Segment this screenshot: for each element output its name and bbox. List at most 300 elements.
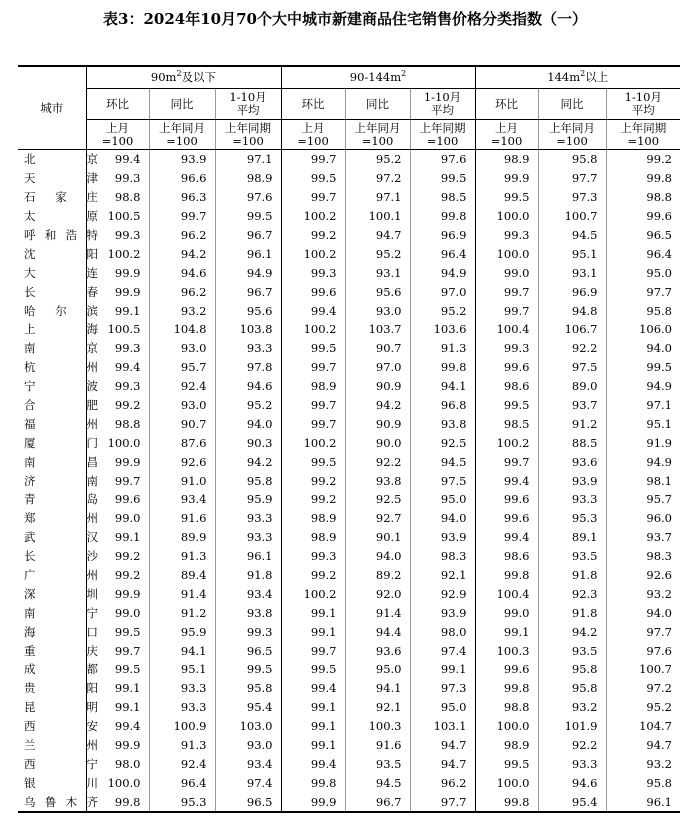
index-value-cell: 94.2 [345, 396, 410, 415]
index-value-cell: 91.6 [149, 509, 215, 528]
index-value-cell: 103.0 [215, 717, 281, 736]
index-value-cell: 94.1 [149, 641, 215, 660]
index-value-cell: 93.1 [538, 263, 606, 282]
index-value-cell: 99.6 [86, 490, 149, 509]
city-cell: 北京 [18, 150, 86, 169]
index-value-cell: 91.0 [149, 471, 215, 490]
index-value-cell: 99.8 [86, 792, 149, 812]
index-value-cell: 95.1 [606, 414, 680, 433]
index-value-cell: 100.7 [538, 207, 606, 226]
index-value-cell: 99.8 [475, 566, 538, 585]
index-value-cell: 100.0 [475, 207, 538, 226]
index-value-cell: 99.1 [86, 698, 149, 717]
index-value-cell: 93.0 [149, 339, 215, 358]
index-value-cell: 100.0 [475, 773, 538, 792]
table-row [18, 339, 680, 358]
index-value-cell: 99.4 [281, 679, 345, 698]
index-value-cell: 90.9 [345, 377, 410, 396]
index-value-cell: 97.6 [215, 188, 281, 207]
city-cell: 天津 [18, 169, 86, 188]
index-value-cell: 91.4 [345, 603, 410, 622]
index-value-cell: 99.7 [281, 150, 345, 169]
index-value-cell: 99.7 [475, 301, 538, 320]
index-value-cell: 91.3 [410, 339, 475, 358]
table-row [18, 377, 680, 396]
index-value-cell: 98.6 [475, 377, 538, 396]
index-value-cell: 99.9 [475, 169, 538, 188]
index-value-cell: 99.3 [281, 263, 345, 282]
index-value-cell: 91.2 [538, 414, 606, 433]
index-value-cell: 94.2 [215, 452, 281, 471]
index-value-cell: 99.5 [606, 358, 680, 377]
index-value-cell: 92.5 [345, 490, 410, 509]
index-value-cell: 91.3 [149, 547, 215, 566]
index-value-cell: 94.5 [538, 226, 606, 245]
table-row [18, 150, 680, 169]
index-value-cell: 91.9 [606, 433, 680, 452]
index-value-cell: 90.7 [149, 414, 215, 433]
index-value-cell: 91.8 [538, 566, 606, 585]
index-value-cell: 93.9 [149, 150, 215, 169]
index-value-cell: 97.7 [538, 169, 606, 188]
city-cell: 长春 [18, 282, 86, 301]
index-value-cell: 99.7 [475, 282, 538, 301]
index-value-cell: 93.5 [345, 755, 410, 774]
index-value-cell: 97.2 [606, 679, 680, 698]
table-row [18, 736, 680, 755]
index-value-cell: 99.9 [86, 452, 149, 471]
index-value-cell: 100.5 [86, 320, 149, 339]
table-row [18, 547, 680, 566]
index-value-cell: 90.1 [345, 528, 410, 547]
index-value-cell: 104.7 [606, 717, 680, 736]
city-cell: 大连 [18, 263, 86, 282]
city-cell: 哈尔滨 [18, 301, 86, 320]
index-value-cell: 92.1 [345, 698, 410, 717]
index-value-cell: 93.4 [149, 490, 215, 509]
city-cell: 西宁 [18, 755, 86, 774]
yoy-header: 同比 [149, 89, 215, 120]
index-value-cell: 99.2 [281, 490, 345, 509]
index-value-cell: 93.8 [215, 603, 281, 622]
index-value-cell: 94.5 [410, 452, 475, 471]
index-value-cell: 103.1 [410, 717, 475, 736]
index-value-cell: 99.5 [475, 396, 538, 415]
index-value-cell: 94.9 [410, 263, 475, 282]
index-value-cell: 98.9 [281, 509, 345, 528]
index-value-cell: 99.5 [86, 622, 149, 641]
city-cell: 济南 [18, 471, 86, 490]
index-value-cell: 93.6 [345, 641, 410, 660]
index-value-cell: 99.5 [281, 660, 345, 679]
index-value-cell: 96.9 [538, 282, 606, 301]
city-cell: 成都 [18, 660, 86, 679]
table-row [18, 433, 680, 452]
index-value-cell: 93.1 [345, 263, 410, 282]
index-value-cell: 92.4 [149, 377, 215, 396]
index-value-cell: 100.0 [86, 433, 149, 452]
index-value-cell: 98.6 [475, 547, 538, 566]
index-value-cell: 92.2 [345, 452, 410, 471]
yoy-header: 同比 [538, 89, 606, 120]
index-value-cell: 99.8 [410, 358, 475, 377]
index-value-cell: 94.2 [538, 622, 606, 641]
index-value-cell: 99.5 [215, 207, 281, 226]
index-value-cell: 98.0 [410, 622, 475, 641]
index-value-cell: 96.6 [149, 169, 215, 188]
index-value-cell: 96.4 [606, 244, 680, 263]
index-value-cell: 99.1 [475, 622, 538, 641]
index-value-cell: 99.6 [475, 358, 538, 377]
index-value-cell: 95.0 [606, 263, 680, 282]
avg-header: 1-10月 平均 [410, 89, 475, 120]
index-value-cell: 95.8 [215, 471, 281, 490]
index-value-cell: 100.3 [475, 641, 538, 660]
city-cell: 石家庄 [18, 188, 86, 207]
index-value-cell: 99.2 [281, 566, 345, 585]
index-value-cell: 99.9 [86, 282, 149, 301]
index-value-cell: 99.5 [281, 452, 345, 471]
index-value-cell: 99.1 [86, 301, 149, 320]
index-value-cell: 93.3 [215, 509, 281, 528]
index-value-cell: 90.0 [345, 433, 410, 452]
index-value-cell: 94.1 [410, 377, 475, 396]
index-value-cell: 90.7 [345, 339, 410, 358]
index-value-cell: 99.0 [86, 603, 149, 622]
index-value-cell: 99.7 [281, 188, 345, 207]
index-value-cell: 95.8 [606, 301, 680, 320]
index-value-cell: 100.2 [281, 433, 345, 452]
table-row [18, 244, 680, 263]
index-value-cell: 96.2 [149, 282, 215, 301]
table-row [18, 207, 680, 226]
index-value-cell: 95.2 [215, 396, 281, 415]
index-value-cell: 95.4 [215, 698, 281, 717]
index-value-cell: 98.9 [475, 150, 538, 169]
index-value-cell: 98.8 [475, 698, 538, 717]
city-column-header: 城市 [18, 66, 86, 150]
index-value-cell: 99.4 [86, 717, 149, 736]
index-value-cell: 99.4 [281, 301, 345, 320]
table-row [18, 490, 680, 509]
index-value-cell: 91.2 [149, 603, 215, 622]
index-value-cell: 99.3 [215, 622, 281, 641]
yoy-base: 上年同月 =100 [345, 120, 410, 150]
index-value-cell: 98.9 [281, 528, 345, 547]
index-value-cell: 100.2 [281, 244, 345, 263]
index-value-cell: 97.3 [538, 188, 606, 207]
index-value-cell: 95.8 [538, 679, 606, 698]
index-value-cell: 93.0 [149, 396, 215, 415]
table-row [18, 509, 680, 528]
index-value-cell: 100.2 [281, 584, 345, 603]
city-cell: 兰州 [18, 736, 86, 755]
index-value-cell: 100.7 [606, 660, 680, 679]
index-value-cell: 100.2 [281, 207, 345, 226]
index-value-cell: 89.2 [345, 566, 410, 585]
index-value-cell: 94.0 [215, 414, 281, 433]
index-value-cell: 99.1 [410, 660, 475, 679]
index-value-cell: 91.8 [538, 603, 606, 622]
index-value-cell: 99.4 [475, 528, 538, 547]
index-value-cell: 98.9 [281, 377, 345, 396]
index-value-cell: 99.7 [281, 414, 345, 433]
index-value-cell: 96.8 [410, 396, 475, 415]
index-value-cell: 95.1 [538, 244, 606, 263]
index-value-cell: 99.5 [475, 188, 538, 207]
index-value-cell: 89.1 [538, 528, 606, 547]
index-value-cell: 91.4 [149, 584, 215, 603]
index-value-cell: 99.3 [86, 226, 149, 245]
avg-header: 1-10月 平均 [215, 89, 281, 120]
index-value-cell: 97.1 [606, 396, 680, 415]
index-value-cell: 99.6 [475, 660, 538, 679]
city-cell: 乌鲁木齐 [18, 792, 86, 812]
index-value-cell: 92.5 [410, 433, 475, 452]
index-value-cell: 95.0 [345, 660, 410, 679]
city-cell: 合肥 [18, 396, 86, 415]
table-row [18, 792, 680, 812]
index-value-cell: 99.7 [86, 641, 149, 660]
city-cell: 呼和浩特 [18, 226, 86, 245]
index-value-cell: 93.0 [215, 736, 281, 755]
index-value-cell: 98.5 [410, 188, 475, 207]
table-row [18, 566, 680, 585]
index-value-cell: 93.9 [410, 528, 475, 547]
index-value-cell: 103.6 [410, 320, 475, 339]
index-value-cell: 98.9 [475, 736, 538, 755]
index-value-cell: 94.9 [606, 377, 680, 396]
city-cell: 南昌 [18, 452, 86, 471]
index-value-cell: 95.2 [606, 698, 680, 717]
index-value-cell: 93.2 [606, 584, 680, 603]
index-value-cell: 100.3 [345, 717, 410, 736]
table-row [18, 452, 680, 471]
index-value-cell: 100.1 [345, 207, 410, 226]
city-cell: 沈阳 [18, 244, 86, 263]
group-header-144: $144m^2$以上 [475, 66, 680, 89]
index-value-cell: 94.4 [345, 622, 410, 641]
index-value-cell: 100.9 [149, 717, 215, 736]
index-value-cell: 99.0 [475, 263, 538, 282]
table-row [18, 622, 680, 641]
index-value-cell: 97.6 [410, 150, 475, 169]
index-value-cell: 99.1 [281, 717, 345, 736]
index-value-cell: 99.4 [86, 150, 149, 169]
index-value-cell: 95.3 [538, 509, 606, 528]
index-value-cell: 99.1 [281, 603, 345, 622]
index-value-cell: 96.3 [149, 188, 215, 207]
index-value-cell: 93.5 [538, 641, 606, 660]
table-row [18, 528, 680, 547]
index-value-cell: 94.0 [606, 339, 680, 358]
index-value-cell: 93.5 [538, 547, 606, 566]
index-value-cell: 96.1 [606, 792, 680, 812]
mom-base: 上月 =100 [281, 120, 345, 150]
index-value-cell: 93.3 [538, 490, 606, 509]
index-value-cell: 95.8 [538, 660, 606, 679]
city-cell: 贵阳 [18, 679, 86, 698]
index-value-cell: 99.8 [281, 773, 345, 792]
index-value-cell: 90.3 [215, 433, 281, 452]
index-value-cell: 96.4 [149, 773, 215, 792]
index-value-cell: 99.6 [606, 207, 680, 226]
index-value-cell: 93.3 [215, 339, 281, 358]
index-value-cell: 99.1 [86, 528, 149, 547]
index-value-cell: 95.8 [215, 679, 281, 698]
table-row [18, 773, 680, 792]
index-value-cell: 99.9 [86, 263, 149, 282]
index-value-cell: 98.1 [606, 471, 680, 490]
table-row [18, 263, 680, 282]
index-value-cell: 99.7 [149, 207, 215, 226]
table-row [18, 603, 680, 622]
index-value-cell: 100.2 [475, 433, 538, 452]
index-value-cell: 103.8 [215, 320, 281, 339]
index-value-cell: 94.7 [410, 736, 475, 755]
table-body [18, 150, 680, 813]
index-value-cell: 95.8 [606, 773, 680, 792]
mom-header: 环比 [281, 89, 345, 120]
index-value-cell: 87.6 [149, 433, 215, 452]
index-value-cell: 99.5 [86, 660, 149, 679]
index-value-cell: 100.4 [475, 320, 538, 339]
index-value-cell: 94.9 [215, 263, 281, 282]
index-value-cell: 101.9 [538, 717, 606, 736]
table-row [18, 169, 680, 188]
index-value-cell: 93.7 [606, 528, 680, 547]
index-value-cell: 99.1 [281, 736, 345, 755]
index-value-cell: 99.7 [281, 641, 345, 660]
index-value-cell: 95.4 [538, 792, 606, 812]
index-value-cell: 95.0 [410, 698, 475, 717]
index-value-cell: 98.8 [606, 188, 680, 207]
index-value-cell: 92.6 [149, 452, 215, 471]
index-value-cell: 99.0 [86, 509, 149, 528]
mom-header: 环比 [86, 89, 149, 120]
index-value-cell: 96.4 [410, 244, 475, 263]
city-cell: 武汉 [18, 528, 86, 547]
table-row [18, 414, 680, 433]
index-value-cell: 99.1 [281, 698, 345, 717]
index-value-cell: 92.2 [538, 339, 606, 358]
city-cell: 昆明 [18, 698, 86, 717]
yoy-header: 同比 [345, 89, 410, 120]
index-value-cell: 93.4 [215, 755, 281, 774]
index-value-cell: 96.1 [215, 244, 281, 263]
index-value-cell: 99.4 [281, 755, 345, 774]
index-value-cell: 106.0 [606, 320, 680, 339]
index-value-cell: 98.5 [475, 414, 538, 433]
index-value-cell: 93.4 [215, 584, 281, 603]
index-value-cell: 97.0 [345, 358, 410, 377]
index-value-cell: 95.9 [149, 622, 215, 641]
index-value-cell: 100.4 [475, 584, 538, 603]
index-value-cell: 94.9 [606, 452, 680, 471]
index-value-cell: 96.2 [410, 773, 475, 792]
index-value-cell: 99.1 [86, 679, 149, 698]
index-value-cell: 99.2 [281, 226, 345, 245]
index-value-cell: 99.2 [86, 547, 149, 566]
table-row [18, 717, 680, 736]
index-value-cell: 93.9 [538, 471, 606, 490]
index-value-cell: 96.7 [345, 792, 410, 812]
index-value-cell: 100.0 [475, 244, 538, 263]
index-value-cell: 96.5 [215, 792, 281, 812]
city-cell: 南京 [18, 339, 86, 358]
index-value-cell: 99.5 [215, 660, 281, 679]
index-value-cell: 99.7 [86, 471, 149, 490]
index-value-cell: 99.5 [475, 755, 538, 774]
index-value-cell: 95.7 [606, 490, 680, 509]
table-row [18, 679, 680, 698]
index-value-cell: 91.3 [149, 736, 215, 755]
index-value-cell: 97.1 [215, 150, 281, 169]
index-value-cell: 99.7 [281, 396, 345, 415]
index-value-cell: 94.7 [606, 736, 680, 755]
index-value-cell: 93.0 [345, 301, 410, 320]
index-value-cell: 99.9 [86, 736, 149, 755]
table-row [18, 584, 680, 603]
table-row [18, 301, 680, 320]
index-value-cell: 97.1 [345, 188, 410, 207]
avg-base: 上年同期 =100 [410, 120, 475, 150]
index-value-cell: 93.9 [410, 603, 475, 622]
index-value-cell: 98.8 [86, 414, 149, 433]
page-title: 表3：2024年10月70个大中城市新建商品住宅销售价格分类指数（一） [103, 10, 587, 28]
index-value-cell: 100.0 [86, 773, 149, 792]
index-value-cell: 94.8 [538, 301, 606, 320]
index-value-cell: 92.3 [538, 584, 606, 603]
city-cell: 银川 [18, 773, 86, 792]
index-value-cell: 97.5 [538, 358, 606, 377]
table-row [18, 282, 680, 301]
city-cell: 郑州 [18, 509, 86, 528]
index-value-cell: 99.8 [410, 207, 475, 226]
index-value-cell: 92.7 [345, 509, 410, 528]
index-value-cell: 94.7 [410, 755, 475, 774]
index-value-cell: 92.0 [345, 584, 410, 603]
index-value-cell: 96.2 [149, 226, 215, 245]
city-cell: 西安 [18, 717, 86, 736]
index-value-cell: 97.2 [345, 169, 410, 188]
index-value-cell: 99.8 [606, 169, 680, 188]
index-value-cell: 97.5 [410, 471, 475, 490]
table-row [18, 226, 680, 245]
index-value-cell: 100.0 [475, 717, 538, 736]
index-value-cell: 97.7 [606, 622, 680, 641]
index-value-cell: 94.6 [215, 377, 281, 396]
index-value-cell: 94.2 [149, 244, 215, 263]
mom-base: 上月 =100 [86, 120, 149, 150]
city-cell: 广州 [18, 566, 86, 585]
index-value-cell: 99.2 [281, 471, 345, 490]
table-row [18, 188, 680, 207]
index-value-cell: 94.0 [345, 547, 410, 566]
index-value-cell: 99.2 [86, 566, 149, 585]
city-cell: 青岛 [18, 490, 86, 509]
index-value-cell: 99.2 [606, 150, 680, 169]
index-value-cell: 99.3 [475, 226, 538, 245]
index-value-cell: 99.4 [475, 471, 538, 490]
index-value-cell: 104.8 [149, 320, 215, 339]
index-value-cell: 99.5 [281, 339, 345, 358]
index-value-cell: 97.7 [606, 282, 680, 301]
index-value-cell: 90.9 [345, 414, 410, 433]
index-value-cell: 99.6 [475, 509, 538, 528]
city-cell: 宁波 [18, 377, 86, 396]
index-value-cell: 99.4 [86, 358, 149, 377]
